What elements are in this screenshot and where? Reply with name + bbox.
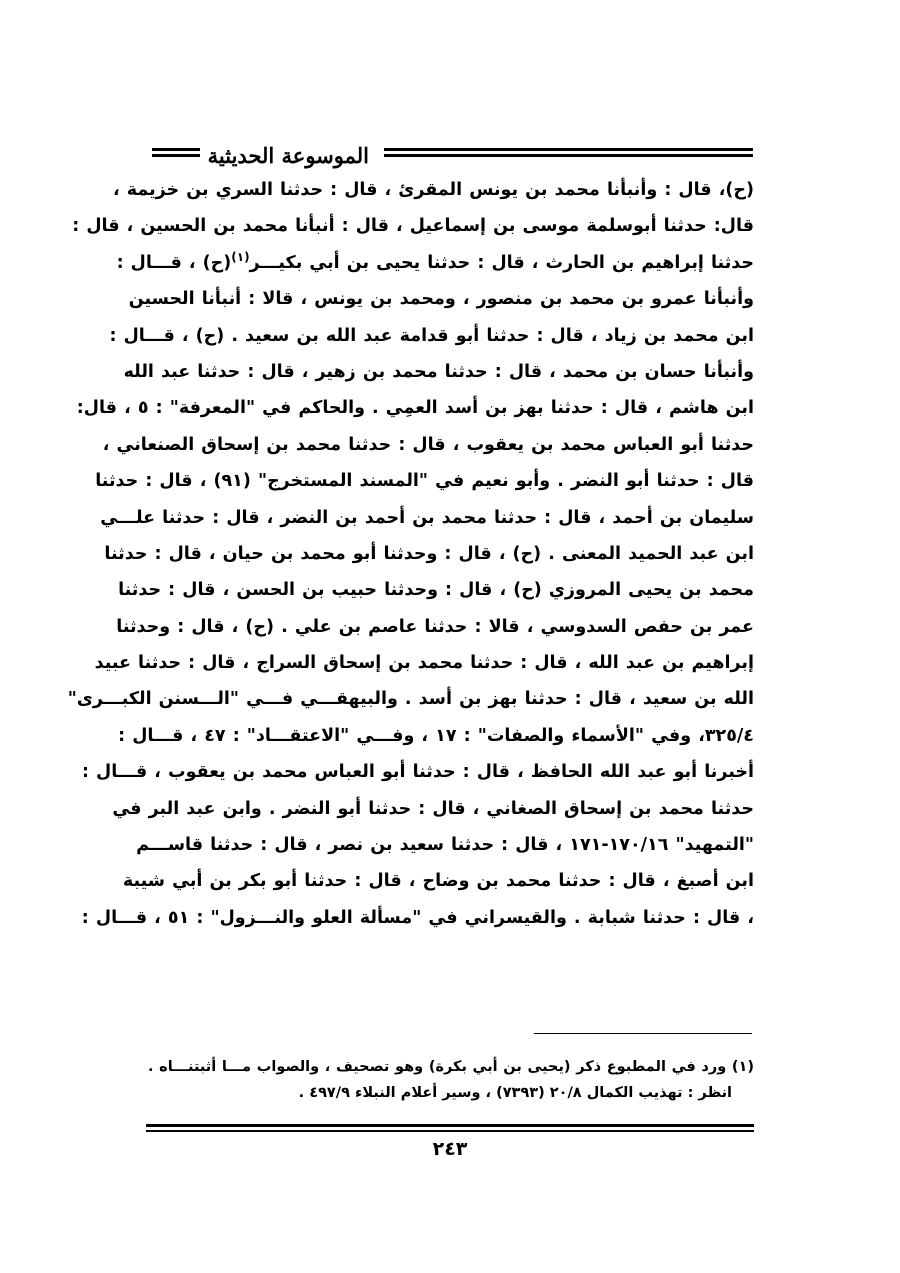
footnote-1: (١) ورد في المطبوع ذكر (يحيى بن أبي بكرة) وهو تصحيف ، والصواب مـــا أثبتنـــاه .: [148, 1059, 754, 1075]
text-line-21: ، قال : حدثنا شبابة . والقيسراني في "مسألة العلو والنـــزول" : ٥١ ، قـــال :: [81, 907, 754, 928]
text-line-3: [116, 245, 754, 281]
text-line-10: سليمان بن أحمد ، قال : حدثنا محمد بن أحمد بن النضر ، قال : حدثنا علـــي: [100, 507, 754, 528]
footnotes: [148, 1054, 754, 1106]
text-line-14: إبراهيم بن عبد الله ، قال : حدثنا محمد بن إسحاق السراج ، قال : حدثنا عبيد: [94, 653, 754, 674]
text-line-3-tail: (ح) ، قـــال :: [116, 252, 232, 273]
text-line-19: "التمهيد" ١٧٠/١٦-١٧١ ، قال : حدثنا سعيد بن نصر ، قال : حدثنا قاســـم: [136, 835, 754, 856]
text-line-17: أخبرنا أبو عبد الله الحافظ ، قال : حدثنا أبو العباس محمد بن يعقوب ، قـــال :: [81, 762, 754, 783]
page-header: [148, 140, 753, 174]
text-line-8: حدثنا أبو العباس محمد بن يعقوب ، قال : حدثنا محمد بن إسحاق الصنعاني ،: [102, 434, 754, 455]
text-line-5: ابن محمد بن زياد ، قال : حدثنا أبو قدامة عبد الله بن سعيد . (ح) ، قـــال :: [109, 325, 754, 346]
text-line-13: عمر بن حفص السدوسي ، قالا : حدثنا عاصم بن علي . (ح) ، قال : وحدثنا: [116, 616, 754, 637]
text-line-2: قال: حدثنا أبوسلمة موسى بن إسماعيل ، قال : أنبأنا محمد بن الحسين ، قال :: [72, 216, 754, 237]
text-line-11: ابن عبد الحميد المعنى . (ح) ، قال : وحدثنا أبو محمد بن حيان ، قال : حدثنا: [104, 543, 754, 564]
text-line-15: الله بن سعيد ، قال : حدثنا بهز بن أسد . والبيهقـــي فـــي "الـــسنن الكبـــرى": [67, 689, 754, 710]
text-line-16: ٣٢٥/٤، وفي "الأسماء والصفات" : ١٧ ، وفـــي "الاعتقـــاد" : ٤٧ ، قـــال :: [118, 725, 754, 746]
text-line-1: (ح)، قال : وأنبأنا محمد بن يونس المقرئ ، قال : حدثنا السري بن خزيمة ،: [113, 180, 754, 200]
header-rule-right: [384, 148, 753, 157]
footnote-separator: [534, 1033, 752, 1034]
footnote-1-continued: انظر : تهذيب الكمال ٢٠/٨ (٧٣٩٣) ، وسير أعلام النبلاء ٤٩٧/٩ .: [298, 1085, 732, 1101]
text-line-7: ابن هاشم ، قال : حدثنا بهز بن أسد العمِي . والحاكم في "المعرفة" : ٥ ، قال:: [76, 398, 754, 419]
text-line-3-main: حدثنا إبراهيم بن الحارث ، قال : حدثنا يحيى بن أبي بكيـــر: [249, 252, 754, 273]
header-rule-left: [152, 148, 200, 157]
text-line-20: ابن أصبغ ، قال : حدثنا محمد بن وضاح ، قال : حدثنا أبو بكر بن أبي شيبة: [122, 871, 754, 892]
text-line-18: حدثنا محمد بن إسحاق الصغاني ، قال : حدثنا أبو النضر . وابن عبد البر في: [112, 798, 754, 819]
text-line-12: محمد بن يحيى المروزي (ح) ، قال : وحدثنا حبيب بن الحسن ، قال : حدثنا: [118, 580, 754, 601]
text-line-9: قال : حدثنا أبو النضر . وأبو نعيم في "المسند المستخرج" (٩١) ، قال : حدثنا: [95, 471, 754, 492]
footer-rule: [146, 1124, 754, 1132]
text-line-6: وأنبأنا حسان بن محمد ، قال : حدثنا محمد بن زهير ، قال : حدثنا عبد الله: [123, 361, 754, 382]
text-line-4: وأنبأنا عمرو بن محمد بن منصور ، ومحمد بن يونس ، قالا : أنبأنا الحسين: [128, 289, 754, 310]
running-title: الموسوعة الحديثية: [207, 143, 369, 168]
page-number: ٢٤٣: [432, 1138, 468, 1160]
footnote-marker: (١): [231, 249, 250, 264]
body-text: [67, 172, 754, 936]
